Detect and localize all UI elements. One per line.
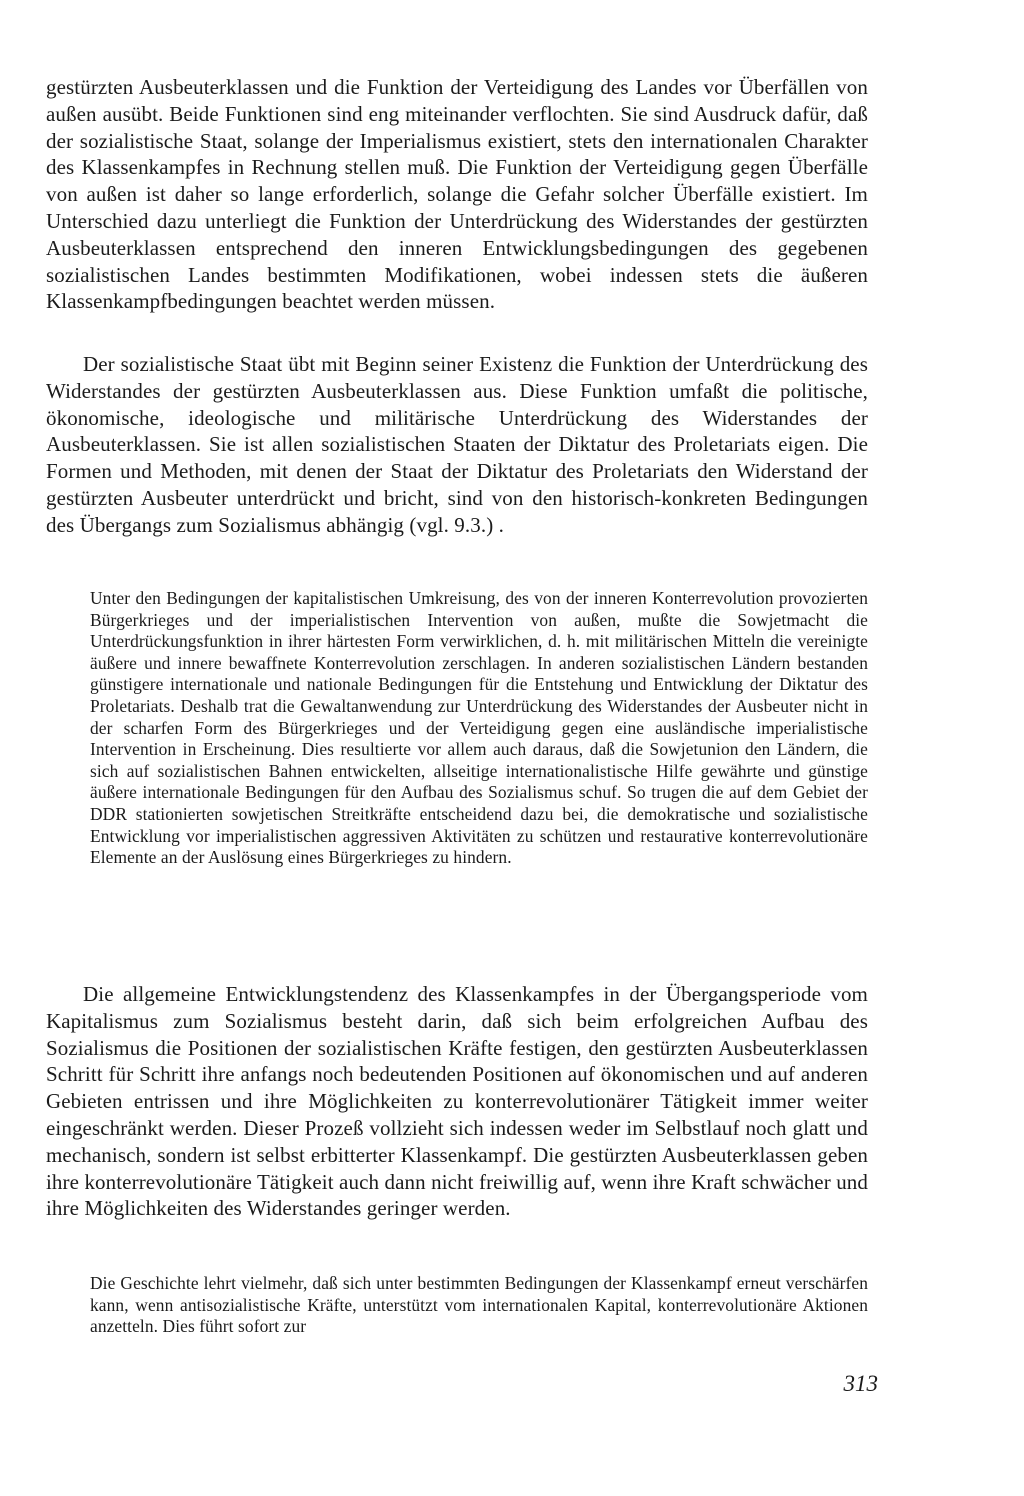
small-print-excursus-soviet-power: Unter den Bedingungen der kapitalistischen Umkreisung, des von der inneren Konterrevolution provozierten Bürgerkrieges und der imperialistischen Intervention von außen, mußte die Sowjetmacht die Unterdrückungsfunktion in ihrer härtesten Form verwirklichen, d. h. mit militärischen Mitteln die vereinigte äußere und innere bewaffnete Konterrevolution zerschlagen. In anderen sozialistischen Ländern bestanden günstigere internationale und nationale Bedingungen für die Entstehung und Entwicklung der Diktatur des Proletariats. Deshalb trat die Gewaltanwendung zur Unterdrückung des Widerstandes der Ausbeuter nicht in der scharfen Form des Bürgerkrieges und der Verteidigung gegen eine ausländische imperialistische Intervention in Erscheinung. Dies resultierte vor allem auch daraus, daß die Sowjetunion den Ländern, die sich auf sozialistischen Bahnen entwickelten, allseitige internationalistische Hilfe gewährte und günstige äußere internationale Bedingungen für den Aufbau des Sozialismus schuf. So trugen die auf dem Gebiet der DDR stationierten sowjetischen Streitkräfte entscheidend dazu bei, die demokratische und sozialistische Entwicklung vor imperialistischen aggressiven Aktivitäten zu schützen und restaurative konterrevolutionäre Elemente an der Auslösung eines Bürgerkrieges zu hindern. [90, 588, 868, 868]
body-paragraph-state-functions: Der sozialistische Staat übt mit Beginn seiner Existenz die Funktion der Unterdrückung des Widerstandes der gestürzten Ausbeuterklassen aus. Diese Funktion umfaßt die politische, ökonomische, ideologische und militärische Unterdrückung des Widerstandes der Ausbeuterklassen. Sie ist allen sozialistischen Staaten der Diktatur des Proletariats eigen. Die Formen und Methoden, mit denen der Staat der Diktatur des Proletariats den Widerstand der gestürzten Ausbeuter unterdrückt und bricht, sind von den historisch-konkreten Bedingungen des Übergangs zum Sozialismus abhängig (vgl. 9.3.) . [46, 352, 868, 537]
body-paragraph-class-struggle-tendency: Die allgemeine Entwicklungstendenz des Klassenkampfes in der Übergangsperiode vom Kapitalismus zum Sozialismus besteht darin, daß sich beim erfolgreichen Aufbau des Sozialismus die Positionen der sozialistischen Kräfte festigen, den gestürzten Ausbeuterklassen Schritt für Schritt ihre anfangs noch bedeutenden Positionen auf ökonomischen und auf anderen Gebieten entrissen und ihre Möglichkeiten zu konterrevolutionärer Tätigkeit immer weiter eingeschränkt werden. Dieser Prozeß vollzieht sich indessen weder im Selbstlauf noch glatt und mechanisch, sondern ist selbst erbitterter Klassenkampf. Die gestürzten Ausbeuterklassen geben ihre konterrevolutionäre Tätigkeit auch dann nicht freiwillig auf, wenn ihre Kraft schwächer und ihre Möglichkeiten des Widerstandes geringer werden. [46, 982, 868, 1221]
page-number: 313 [843, 1371, 878, 1396]
body-paragraph-continued: gestürzten Ausbeuterklassen und die Funktion der Verteidigung des Landes vor Überfällen von außen ausübt. Beide Funktionen sind eng miteinander verflochten. Sie sind Ausdruck dafür, daß der sozialistische Staat, solange der Imperialismus existiert, stets den internationalen Charakter des Klassenkampfes in Rechnung stellen muß. Die Funktion der Verteidigung gegen Überfälle von außen ist daher so lange erforderlich, solange die Gefahr solcher Überfälle existiert. Im Unterschied dazu unterliegt die Funktion der Unterdrückung des Widerstandes der gestürzten Ausbeuterklassen entsprechend den inneren Entwicklungsbedingungen des gegebenen sozialistischen Landes bestimmten Modifikationen, wobei indessen stets die äußeren Klassenkampfbedingungen beachtet werden müssen. [46, 75, 868, 314]
small-print-excursus-history: Die Geschichte lehrt vielmehr, daß sich unter bestimmten Bedingungen der Klassenkampf erneut verschärfen kann, wenn antisozialistische Kräfte, unterstützt vom internationalen Kapital, konterrevolutionäre Aktionen anzetteln. Dies führt sofort zur [90, 1273, 868, 1337]
